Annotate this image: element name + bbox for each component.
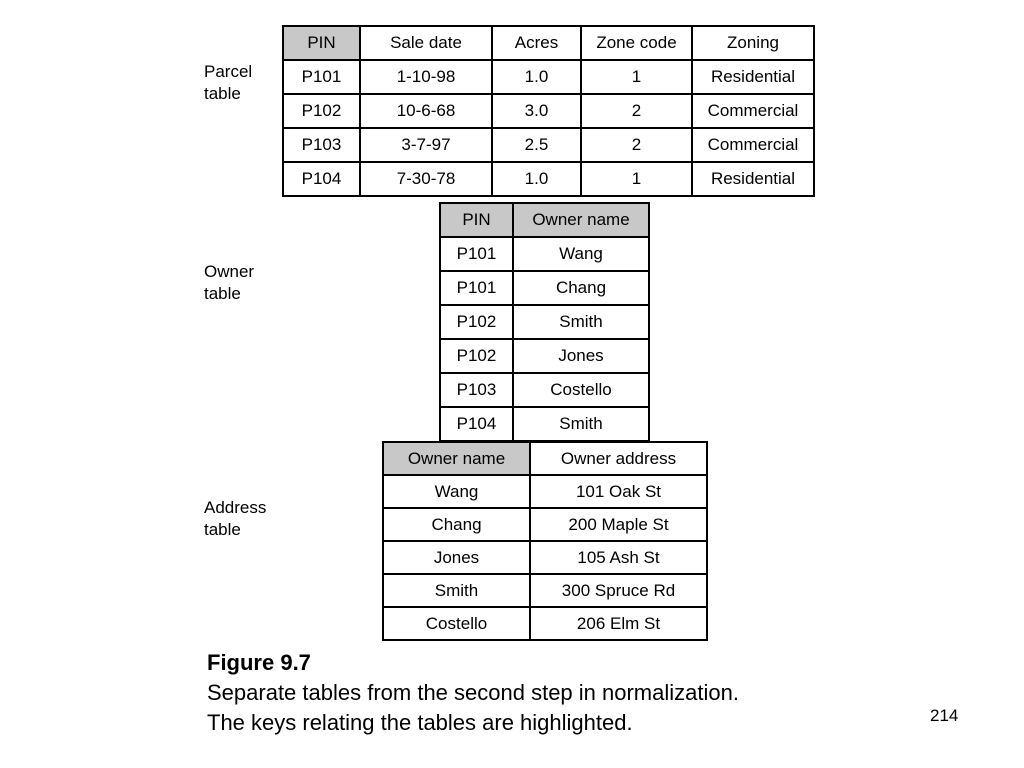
table-cell: 105 Ash St bbox=[530, 541, 707, 574]
table-row bbox=[283, 94, 814, 128]
table-row bbox=[383, 607, 707, 640]
table-cell: P102 bbox=[440, 339, 513, 373]
header-row bbox=[283, 26, 814, 60]
table-cell: 1-10-98 bbox=[360, 60, 492, 94]
table-row bbox=[440, 373, 649, 407]
figure-caption bbox=[207, 648, 739, 738]
column-header: PIN bbox=[283, 26, 360, 60]
table-row bbox=[383, 475, 707, 508]
address-label-line1: Address bbox=[204, 498, 267, 517]
table-cell: Residential bbox=[692, 60, 814, 94]
owner-label-line2: table bbox=[204, 284, 241, 303]
table-cell: P104 bbox=[283, 162, 360, 196]
column-header: PIN bbox=[440, 203, 513, 237]
table-cell: Residential bbox=[692, 162, 814, 196]
table-row bbox=[383, 574, 707, 607]
table-row bbox=[440, 237, 649, 271]
table-row bbox=[440, 407, 649, 441]
address-label-line2: table bbox=[204, 520, 241, 539]
table-cell: 206 Elm St bbox=[530, 607, 707, 640]
table-cell: Chang bbox=[513, 271, 649, 305]
table-cell: P101 bbox=[283, 60, 360, 94]
table-cell: P104 bbox=[440, 407, 513, 441]
owner-table bbox=[439, 202, 650, 442]
table-cell: Commercial bbox=[692, 128, 814, 162]
table-cell: Costello bbox=[513, 373, 649, 407]
parcel-table bbox=[282, 25, 815, 197]
column-header: Owner name bbox=[383, 442, 530, 475]
caption-line2: The keys relating the tables are highlighted. bbox=[207, 710, 633, 735]
table-cell: P102 bbox=[283, 94, 360, 128]
table-cell: 1 bbox=[581, 60, 692, 94]
table-row bbox=[283, 162, 814, 196]
owner-table-label bbox=[204, 261, 284, 305]
column-header: Zone code bbox=[581, 26, 692, 60]
address-table-label bbox=[204, 497, 284, 541]
parcel-label-line1: Parcel bbox=[204, 62, 253, 81]
table-cell: 1.0 bbox=[492, 60, 581, 94]
table-cell: 7-30-78 bbox=[360, 162, 492, 196]
column-header: Owner name bbox=[513, 203, 649, 237]
table-cell: 200 Maple St bbox=[530, 508, 707, 541]
table-cell: 1.0 bbox=[492, 162, 581, 196]
table-cell: 10-6-68 bbox=[360, 94, 492, 128]
table-cell: Commercial bbox=[692, 94, 814, 128]
header-row bbox=[440, 203, 649, 237]
table-cell: Smith bbox=[513, 407, 649, 441]
page-number: 214 bbox=[930, 706, 959, 725]
table-cell: Smith bbox=[513, 305, 649, 339]
table-row bbox=[440, 271, 649, 305]
table-row bbox=[283, 60, 814, 94]
table-cell: 2 bbox=[581, 128, 692, 162]
table-cell: 1 bbox=[581, 162, 692, 196]
column-header: Sale date bbox=[360, 26, 492, 60]
table-cell: Costello bbox=[383, 607, 530, 640]
table-cell: 3-7-97 bbox=[360, 128, 492, 162]
table-cell: Jones bbox=[513, 339, 649, 373]
table-cell: 2.5 bbox=[492, 128, 581, 162]
table-cell: P103 bbox=[440, 373, 513, 407]
table-cell: Wang bbox=[513, 237, 649, 271]
table-cell: P101 bbox=[440, 237, 513, 271]
table-cell: P102 bbox=[440, 305, 513, 339]
parcel-table-label bbox=[204, 61, 284, 105]
table-cell: P101 bbox=[440, 271, 513, 305]
table-cell: P103 bbox=[283, 128, 360, 162]
table-row bbox=[383, 541, 707, 574]
header-row bbox=[383, 442, 707, 475]
parcel-label-line2: table bbox=[204, 84, 241, 103]
table-row bbox=[440, 339, 649, 373]
table-cell: Chang bbox=[383, 508, 530, 541]
table-cell: Wang bbox=[383, 475, 530, 508]
table-row bbox=[283, 128, 814, 162]
owner-label-line1: Owner bbox=[204, 262, 255, 281]
column-header: Zoning bbox=[692, 26, 814, 60]
table-row bbox=[383, 508, 707, 541]
column-header: Owner address bbox=[530, 442, 707, 475]
column-header: Acres bbox=[492, 26, 581, 60]
table-cell: 101 Oak St bbox=[530, 475, 707, 508]
figure-number: Figure 9.7 bbox=[207, 650, 311, 675]
table-cell: 3.0 bbox=[492, 94, 581, 128]
address-table bbox=[382, 441, 708, 641]
table-cell: Smith bbox=[383, 574, 530, 607]
table-cell: 300 Spruce Rd bbox=[530, 574, 707, 607]
table-cell: 2 bbox=[581, 94, 692, 128]
table-row bbox=[440, 305, 649, 339]
caption-line1: Separate tables from the second step in normalization. bbox=[207, 680, 739, 705]
table-cell: Jones bbox=[383, 541, 530, 574]
